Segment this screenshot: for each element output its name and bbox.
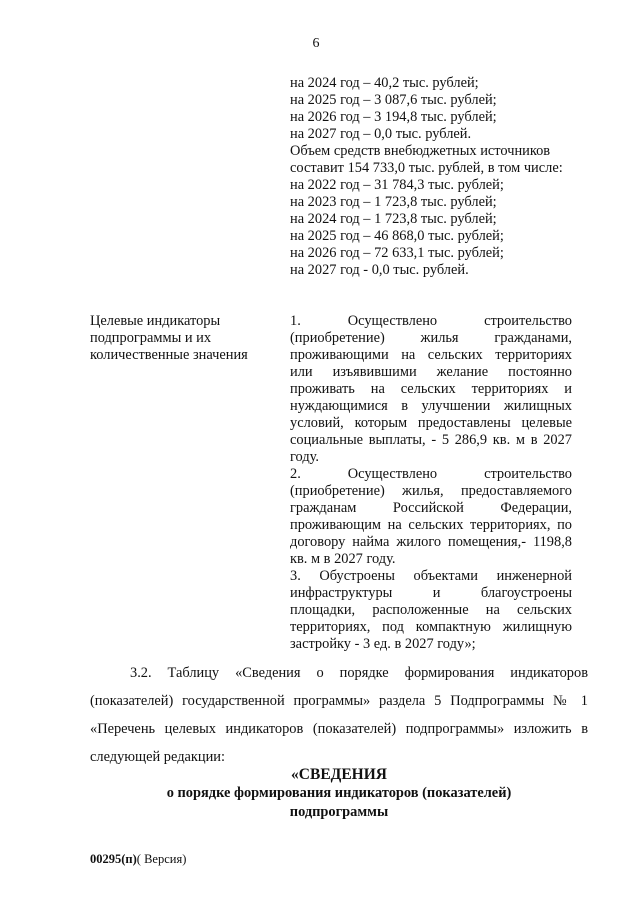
page-number: 6: [312, 36, 320, 51]
section-heading: [90, 765, 588, 822]
paragraph-line: 3.2. Таблицу «Сведения о порядке формирования индикаторов: [130, 665, 588, 681]
indicator-line: 2. Осуществлено строительство: [290, 466, 572, 482]
indicator-line: нуждающимися в улучшении жилищных: [290, 398, 572, 414]
financing-line: на 2025 год – 46 868,0 тыс. рублей;: [290, 228, 504, 244]
indicator-line: площадки, расположенные на сельских: [290, 602, 572, 618]
indicator-line: или изъявившими желание постоянно: [290, 364, 572, 380]
document-footer: [90, 852, 186, 867]
paragraph-line: (показателей) государственной программы» раздела 5 Подпрограммы № 1: [90, 693, 588, 709]
financing-line: на 2026 год – 3 194,8 тыс. рублей;: [290, 109, 497, 125]
indicator-line: 3. Обустроены объектами инженерной: [290, 568, 572, 584]
financing-line: на 2023 год – 1 723,8 тыс. рублей;: [290, 194, 497, 210]
indicator-line: территориях, под компактную жилищную: [290, 619, 572, 635]
indicator-line: году.: [290, 449, 319, 465]
indicator-line: проживающими на сельских территориях: [290, 347, 572, 363]
financing-line: на 2024 год – 40,2 тыс. рублей;: [290, 75, 479, 91]
indicator-line: инфраструктуры и благоустроены: [290, 585, 572, 601]
heading-line: о порядке формирования индикаторов (показателей): [166, 785, 512, 801]
heading-line: подпрограммы: [289, 804, 389, 820]
label-line: количественные значения: [90, 347, 248, 363]
indicator-line: проживать на сельских территориях и: [290, 381, 572, 397]
financing-line: Объем средств внебюджетных источников: [290, 143, 551, 159]
indicator-line: кв. м в 2027 году.: [290, 551, 396, 567]
indicator-line: застройку - 3 ед. в 2027 году»;: [290, 636, 476, 652]
indicator-line: социальные выплаты, - 5 286,9 кв. м в 2027: [290, 432, 572, 448]
indicator-line: (приобретение) жилья, предоставляемого: [290, 483, 572, 499]
financing-text: [290, 75, 572, 279]
financing-line: на 2025 год – 3 087,6 тыс. рублей;: [290, 92, 497, 108]
indicator-line: 1. Осуществлено строительство: [290, 313, 572, 329]
paragraph-line: следующей редакции:: [90, 749, 225, 765]
financing-line: на 2022 год – 31 784,3 тыс. рублей;: [290, 177, 504, 193]
indicator-line: гражданам Российской Федерации,: [290, 500, 572, 516]
heading-title: «СВЕДЕНИЯ: [291, 766, 387, 783]
financing-line: составит 154 733,0 тыс. рублей, в том числе:: [290, 160, 563, 176]
document-version: ( Версия): [136, 852, 187, 866]
document-code: 00295(п): [90, 852, 137, 866]
indicator-line: условий, которым предоставлены целевые: [290, 415, 572, 431]
label-line: подпрограммы и их: [90, 330, 212, 346]
financing-line: на 2027 год – 0,0 тыс. рублей.: [290, 126, 472, 142]
indicators-text: [290, 313, 572, 653]
indicator-line: проживающим на сельских территориях, по: [290, 517, 572, 533]
financing-line: на 2024 год – 1 723,8 тыс. рублей;: [290, 211, 497, 227]
label-line: Целевые индикаторы: [90, 313, 221, 329]
indicator-line: договору найма жилого помещения,- 1198,8: [290, 534, 572, 550]
financing-line: на 2027 год - 0,0 тыс. рублей.: [290, 262, 469, 278]
financing-line: на 2026 год – 72 633,1 тыс. рублей;: [290, 245, 504, 261]
paragraph-line: «Перечень целевых индикаторов (показателей) подпрограммы» изложить в: [90, 721, 588, 737]
indicators-label: [90, 313, 280, 364]
amendment-paragraph: [90, 659, 588, 771]
indicator-line: (приобретение) жилья гражданами,: [290, 330, 572, 346]
